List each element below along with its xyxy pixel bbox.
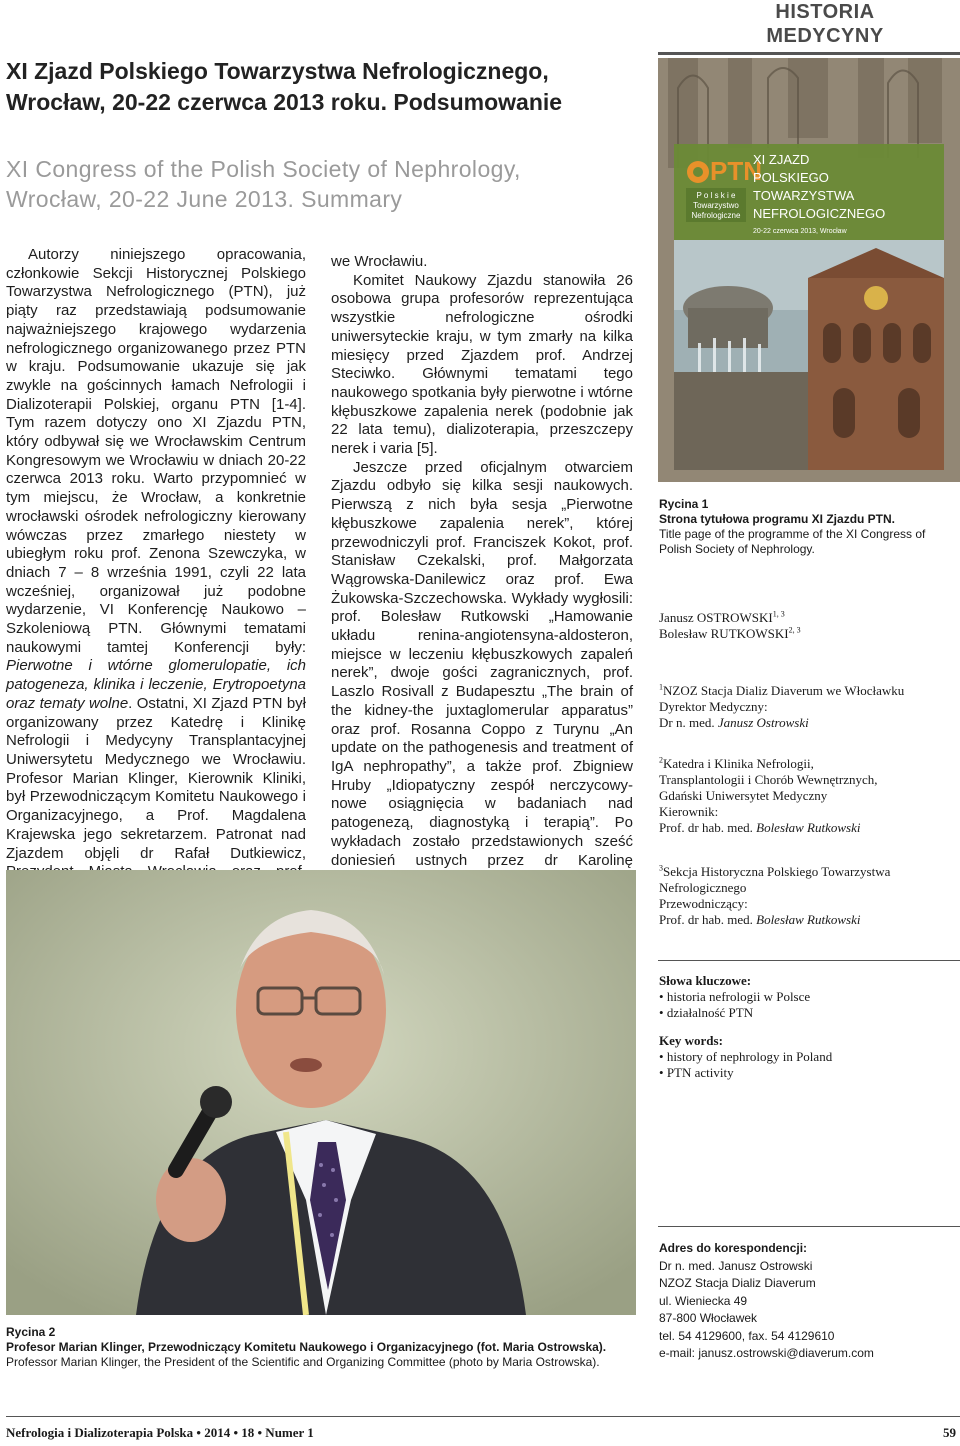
body-column-2	[331, 253, 633, 908]
footer-divider	[6, 1416, 960, 1417]
affiliation-3: $^3$Sekcja Historyczna Polskiego Towarzystwa Nefrologicznego Przewodniczący: Prof. dr hab. med. Bolesław Rutkowski	[659, 863, 891, 927]
correspondence-heading: Adres do korespondencji:	[659, 1241, 808, 1255]
correspondence-email: e-mail: janusz.ostrowski@diaverum.com	[659, 1346, 874, 1360]
keyword-en-item: • history of nephrology in Poland	[659, 1049, 833, 1064]
cover-logo-sub-1: P o l s k i e	[696, 191, 736, 200]
cover-heading-1: XI ZJAZD	[753, 152, 810, 167]
section-tag-line-1: HISTORIA	[775, 1, 875, 23]
figure-2-caption	[6, 1325, 646, 1370]
body-column-1	[6, 246, 306, 919]
section-tag-line-2: MEDYCYNY	[766, 25, 884, 47]
cover-logo-text: PTN	[710, 156, 762, 186]
figure-2-title-pl: Profesor Marian Klinger, Przewodniczący Komitetu Naukowego i Organizacyjnego (fot. Maria Ostrowska).	[6, 1340, 607, 1354]
correspondence-divider	[658, 1226, 960, 1227]
figure-1-cover-image	[658, 58, 960, 482]
section-tag	[700, 0, 950, 48]
correspondence-address: Adres do korespondencji: Dr n. med. Janusz Ostrowski NZOZ Stacja Dializ Diaverum ul. Wieniecka 49 87-800 Włocławek tel. 54 4129600, fax. 54 4129610 e-mail: janusz.ostrowski@diaverum.com	[659, 1240, 960, 1363]
keyword-pl-item: • działalność PTN	[659, 1005, 754, 1020]
cover-heading-3: TOWARZYSTWA	[753, 188, 855, 203]
section-divider	[658, 52, 960, 55]
cover-illustration	[658, 58, 960, 482]
authors-block	[659, 610, 960, 642]
cover-heading-4: NEFROLOGICZNEGO	[753, 206, 886, 221]
col2-paragraph-0: we Wrocławiu.	[331, 253, 428, 270]
speaker-photo-illustration	[6, 870, 636, 1315]
affiliation-1: $^1$NZOZ Stacja Dializ Diaverum we Włocławku Dyrektor Medyczny: Dr n. med. Janusz Ostrowski	[659, 682, 905, 730]
col2-paragraph-1: Komitet Naukowy Zjazdu stanowiła 26 osobowa grupa profesorów reprezentująca wszystkie nefrologiczne ośrodki uniwersyteckie kraju, w tym zmarły na kilka miesięcy przed Zjazdem prof. Andrzej Steciwko. Głównymi tematami tego naukowego spotkania były pierwotne i wtórne kłębuszkowe zapalenia nerek (podobnie jak 22 lata temu), dializoterapia, przeszczepy nerek i varia [5].	[331, 271, 633, 458]
figure-1-label: Rycina 1	[659, 497, 709, 511]
figure-1-title-pl: Strona tytułowa programu XI Zjazdu PTN.	[659, 512, 896, 526]
cover-heading-2: POLSKIEGO	[753, 170, 829, 185]
keywords-en-heading: Key words:	[659, 1033, 723, 1048]
cover-date-line: 20-22 czerwca 2013, Wrocław	[753, 228, 847, 235]
figure-2-photo	[6, 870, 636, 1315]
keywords-block	[659, 973, 960, 1081]
figure-1-title-en: Title page of the programme of the XI Congress of Polish Society of Nephrology.	[659, 527, 926, 556]
title-pl-line-2: Wrocław, 20-22 czerwca 2013 roku. Podsumowanie	[6, 89, 563, 115]
figure-1-caption	[659, 497, 960, 557]
title-pl-line-1: XI Zjazd Polskiego Towarzystwa Nefrologicznego,	[6, 58, 549, 84]
keywords-pl-heading: Słowa kluczowe:	[659, 973, 752, 988]
cover-logo-sub-3: Nefrologiczne	[691, 211, 741, 220]
article-title-en	[6, 154, 646, 214]
author-2: Bolesław RUTKOWSKI$^{2, 3}$	[659, 625, 801, 641]
article-title-pl	[6, 56, 646, 118]
title-en-line-1: XI Congress of the Polish Society of Nephrology,	[6, 156, 521, 182]
keyword-pl-item: • historia nefrologii w Polsce	[659, 989, 811, 1004]
astronomical-clock-icon	[864, 286, 888, 310]
cover-logo-sub-2: Towarzystwo	[693, 201, 739, 210]
affiliation-2: $^2$Katedra i Klinika Nefrologii, Transplantologii i Chorób Wewnętrznych, Gdański Uniwersytet Medyczny Kierownik: Prof. dr hab. med. Bolesław Rutkowski	[659, 755, 878, 835]
col1-paragraph-1: Autorzy niniejszego opracowania, członkowie Sekcji Historycznej Polskiego Towarzystwa Nefrologicznego (PTN), już piąty raz przedstawiają podsumowanie najważniejszego krajowego wydarzenia nefrologicznego organizowanego przez PTN w kraju. Podsumowanie ukazuje się jak zwykle na gościnnych łamach Nefrologii i Dializoterapii Polskiej, organu PTN [1-4]. Tym razem dotyczy ono XI Zjazdu PTN, który odbywał się we Wrocławskim Centrum Kongresowym we Wrocławiu w dniach 20-22 czerwca 2013 roku. Warto przypomnieć w tym miejscu, że Wrocław, a konkretnie wrocławski ośrodek nefrologiczny kierowany wówczas przez zmarłego niestety w ubiegłym roku prof. Zenona Szewczyka, w dniach 7 – 8 września 1991, czyli 22 lata wcześniej, organizował już podobne wydarzenie, VI Konferencję Naukowo – Szkoleniową PTN. Głównymi tematami naukowymi tamtej Konferencji były: Pierwotne i wtórne glomerulopatie, ich patogeneza, klinika i leczenie, Erytropoetyna oraz tematy wolne. Ostatni, XI Zjazd PTN był organizowany przez Katedrę i Klinikę Nefrologii i Medycyny Transplantacyjnej Uniwersytetu Medycznego we Wrocławiu. Profesor Marian Klinger, Kierownik Kliniki, był Przewodniczącym Komitetu Naukowego i Organizacyjnego, a Prof. Magdalena Krajewska jego sekretarzem. Patronat nad Zjazdem objęli dr Rafał Dutkiewicz,	[6, 246, 306, 862]
footer-journal-info: Nefrologia i Dializoterapia Polska • 2014 • 18 • Numer 1	[6, 1425, 314, 1440]
page-number: 59	[943, 1425, 956, 1440]
keywords-divider	[658, 960, 960, 961]
author-1: Janusz OSTROWSKI$^{1, 3}$	[659, 609, 785, 625]
figure-2-label: Rycina 2	[6, 1325, 56, 1339]
figure-2-title-en: Professor Marian Klinger, the President of the Scientific and Organizing Committee (photo by Maria Ostrowska).	[6, 1355, 600, 1369]
col2-paragraph-2: Jeszcze przed oficjalnym otwarciem Zjazdu odbyło się kilka sesji naukowych. Pierwszą z nich była sesja „Pierwotne kłębuszkowe zapalenia nerek”, której przewodniczyli prof. Franciszek Kokot, prof. Stanisław Czekalski, prof. Małgorzata Wągrowska-Danilewicz oraz prof. Ewa Żukowska-Szczechowska. Wykłady wygłosili: prof. Bolesław Rutkowski „Hamowanie układu renina-angiotensyna-aldosteron, miejsce w leczeniu kłębuszkowych zapaleń nerek”, dwoje gości zagranicznych, prof. Laszlo Rosivall z Budapesztu „The brain of the kidney-the juxtaglomerular apparatus” oraz prof. Rosanna Coppo z Turynu „An update on the pathogenesis and treatment of IgA nephropathy”, a także prof. Zbigniew Hruby „Idiopatyczny zespół nerczycowy-nowe osiągnięcia w badaniach nad patogenezą, diagnostyką i terapią”. Po wykładach zostało przedstawionych sześć doniesień ustnych przez dr Karolinę	[331, 458, 633, 869]
title-en-line-2: Wrocław, 20-22 June 2013. Summary	[6, 186, 403, 212]
keyword-en-item: • PTN activity	[659, 1065, 734, 1080]
